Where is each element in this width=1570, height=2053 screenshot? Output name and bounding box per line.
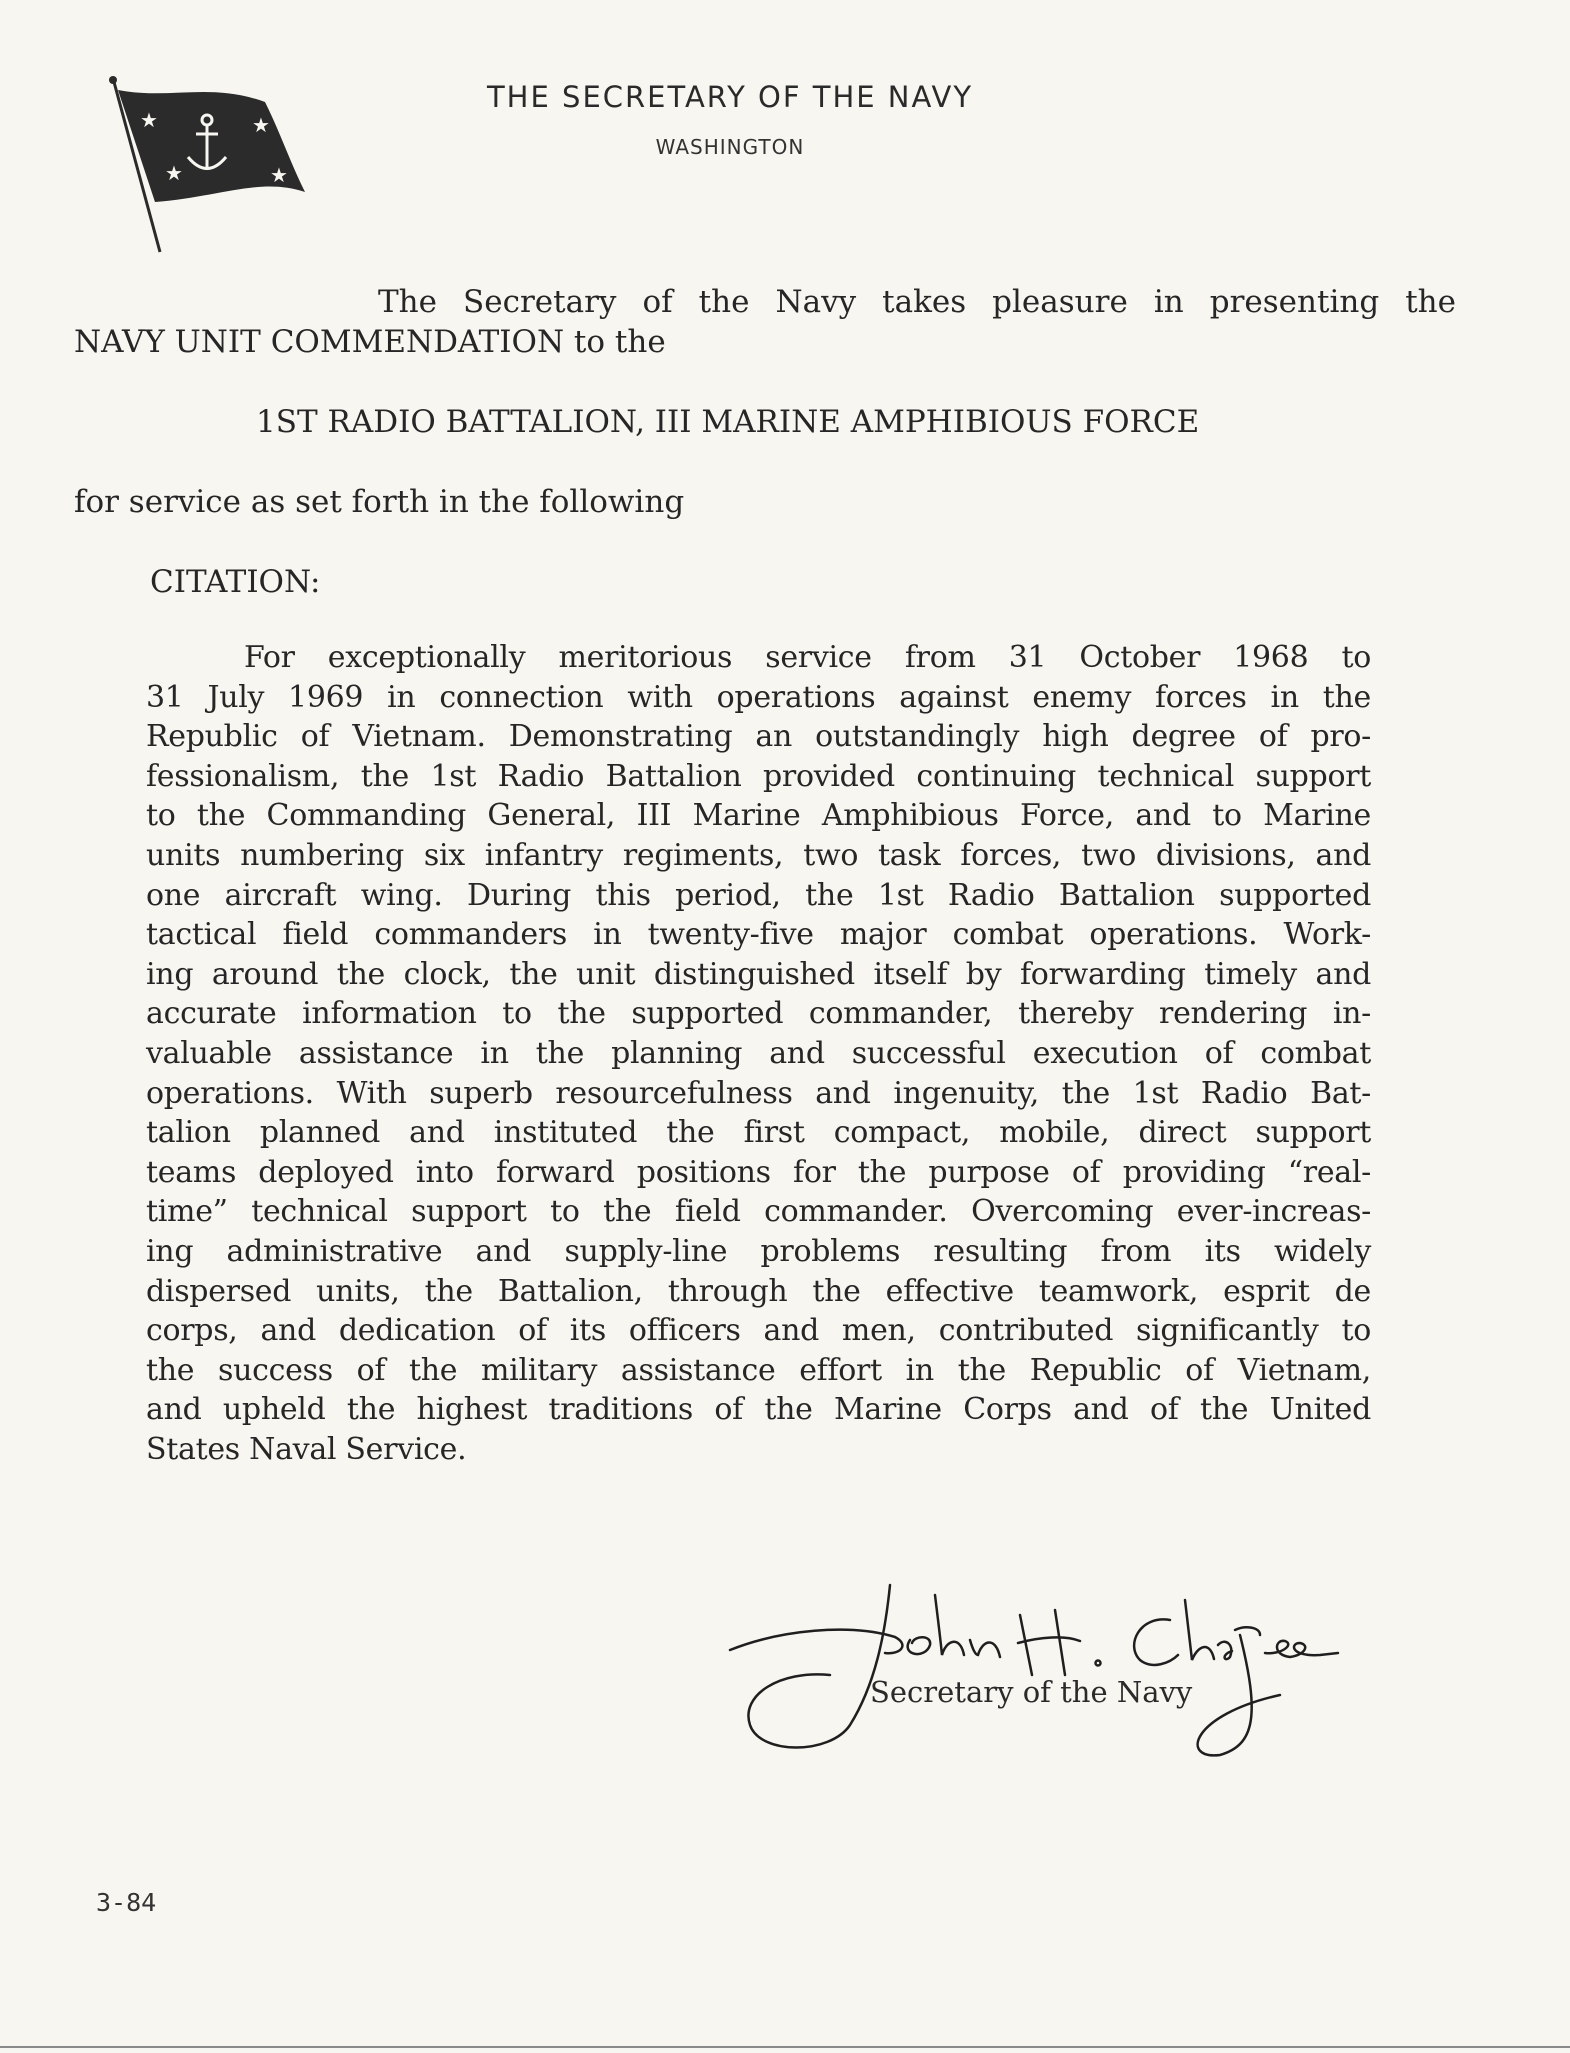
svg-text:★: ★ [270,163,288,187]
svg-text:★: ★ [140,108,158,132]
citation-line: one aircraft wing. During this period, the 1st Radio Battalion supported [146,877,1371,913]
citation-line: talion planned and instituted the first compact, mobile, direct support [146,1115,1371,1151]
citation-line: to the Commanding General, III Marine Amphibious Force, and to Marine [146,798,1371,834]
letterhead-location: WASHINGTON [655,135,805,159]
citation-line: fessionalism, the 1st Radio Battalion provided continuing technical support [146,758,1371,794]
citation-heading: CITATION: [150,564,321,600]
citation-line: ing around the clock, the unit distinguished itself by forwarding timely and [146,956,1371,992]
svg-text:★: ★ [165,161,183,185]
unit-name: 1ST RADIO BATTALION, III MARINE AMPHIBIOUS FORCE [256,404,1200,440]
citation-line: dispersed units, the Battalion, through the effective teamwork, esprit de [146,1273,1371,1309]
citation-line: accurate information to the supported commander, thereby rendering in- [146,996,1371,1032]
award-name-line: NAVY UNIT COMMENDATION to the [74,324,666,360]
citation-line: and upheld the highest traditions of the Marine Corps and of the United [146,1392,1371,1428]
citation-body [146,638,1371,1469]
citation-line: 31 July 1969 in connection with operations against enemy forces in the [146,679,1371,715]
service-line: for service as set forth in the following [74,484,685,520]
letterhead-title: THE SECRETARY OF THE NAVY [486,80,974,114]
page-edge-line [0,2046,1570,2048]
citation-line: units numbering six infantry regiments, two task forces, two divisions, and [146,837,1371,873]
signatory-title: Secretary of the Navy [870,1675,1193,1709]
citation-line: valuable assistance in the planning and successful execution of combat [146,1035,1371,1071]
citation-line: the success of the military assistance effort in the Republic of Vietnam, [146,1352,1371,1388]
citation-line: operations. With superb resourcefulness and ingenuity, the 1st Radio Bat- [146,1075,1371,1111]
citation-line: For exceptionally meritorious service from 31 October 1968 to [244,640,1371,675]
citation-line: States Naval Service. [146,1431,467,1467]
handwritten-signature [720,1575,1340,1760]
intro-line: The Secretary of the Navy takes pleasure in presenting the [378,284,1456,320]
citation-line: tactical field commanders in twenty-five major combat operations. Work- [146,917,1371,953]
citation-line: ing administrative and supply-line problems resulting from its widely [146,1233,1371,1269]
navy-flag-icon [100,72,310,257]
citation-line: time” technical support to the field commander. Overcoming ever-increas- [146,1194,1371,1230]
citation-line: teams deployed into forward positions for the purpose of providing “real- [146,1154,1371,1190]
form-number: 3-84 [96,1888,157,1917]
svg-text:★: ★ [252,113,270,137]
citation-line: corps, and dedication of its officers and men, contributed significantly to [146,1313,1371,1349]
citation-line: Republic of Vietnam. Demonstrating an outstandingly high degree of pro- [146,719,1371,755]
